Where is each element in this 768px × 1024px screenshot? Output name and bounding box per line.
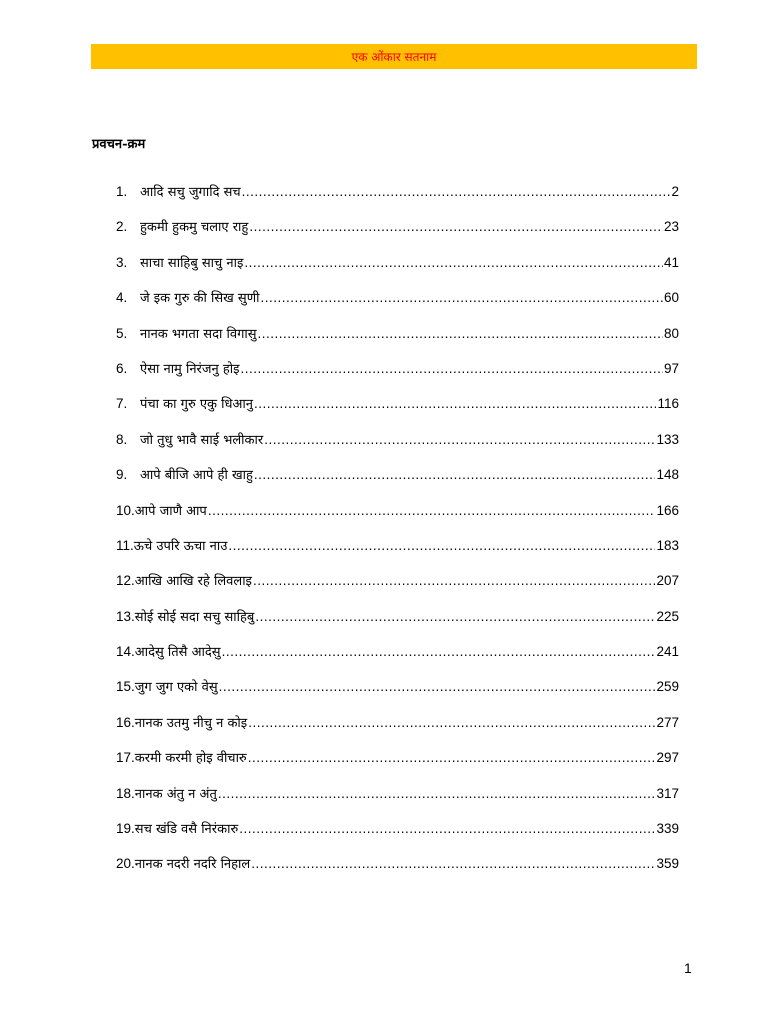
toc-entry[interactable]: [116, 253, 679, 288]
dot-leader: [260, 290, 663, 305]
dot-leader: [251, 856, 655, 871]
toc-entry-number: 10.: [116, 502, 135, 518]
dot-leader: [242, 184, 671, 199]
toc-entry-page: 225: [656, 608, 679, 624]
toc-entry-page: 183: [656, 537, 679, 553]
toc-entry-number: 13.: [116, 608, 135, 624]
toc-entry-number: 16.: [116, 714, 135, 730]
toc-entry-title: नानक उतमु नीचु न कोइ: [134, 715, 248, 731]
dot-leader: [244, 255, 663, 270]
toc-entry[interactable]: [116, 182, 679, 217]
toc-entry-number: 17.: [116, 750, 135, 766]
toc-entry-page: 359: [656, 856, 679, 872]
dot-leader: [218, 786, 656, 801]
dot-leader: [254, 396, 656, 411]
toc-entry-page: 259: [656, 679, 679, 695]
toc-entry[interactable]: [116, 324, 679, 359]
dot-leader: [228, 538, 655, 553]
dot-leader: [249, 219, 663, 234]
dot-leader: [255, 609, 655, 624]
toc-entry-title: ऊचे उपरि ऊचा नाउ: [133, 538, 228, 554]
toc-entry-title: पंचा का गुरु एकु धिआनु: [140, 397, 254, 413]
toc-entry[interactable]: [116, 854, 679, 889]
toc-entry-title: नानक भगता सदा विगासु: [140, 326, 257, 342]
toc-entry-title: आदेसु तिसै आदेसु: [134, 645, 221, 661]
table-of-contents: [116, 182, 679, 890]
toc-entry-number: 15.: [116, 679, 135, 695]
toc-entry-number: 5.: [116, 325, 128, 341]
toc-entry-title: करमी करमी होइ वीचारु: [134, 751, 247, 767]
toc-entry-page: 60: [663, 290, 679, 306]
toc-entry-page: 297: [656, 750, 679, 766]
toc-entry-title: नानक नदरी नदरि निहाल: [134, 857, 251, 873]
toc-entry-page: 97: [663, 360, 679, 376]
toc-entry-number: 18.: [116, 785, 135, 801]
toc-entry-page: 277: [656, 714, 679, 730]
toc-entry-page: 317: [656, 785, 679, 801]
toc-entry-number: 9.: [116, 467, 128, 483]
toc-entry-title: हुकमी हुकमु चलाए राहु: [140, 220, 249, 236]
toc-entry-page: 2: [671, 184, 679, 199]
toc-entry[interactable]: [116, 713, 679, 748]
dot-leader: [222, 644, 656, 659]
toc-entry-number: 11.: [116, 537, 134, 553]
toc-entry[interactable]: [116, 642, 679, 677]
toc-entry-number: 6.: [116, 360, 128, 376]
dot-leader: [239, 821, 655, 836]
toc-entry[interactable]: [116, 784, 679, 819]
toc-entry[interactable]: [116, 394, 679, 429]
toc-entry-number: 3.: [116, 254, 128, 270]
toc-entry-page: 166: [656, 502, 679, 518]
toc-entry-page: 41: [663, 254, 679, 270]
dot-leader: [258, 326, 663, 341]
toc-entry[interactable]: [116, 501, 679, 536]
dot-leader: [264, 432, 655, 447]
toc-entry-page: 23: [663, 219, 679, 235]
toc-entry-title: जे इक गुरु की सिख सुणी: [140, 291, 260, 307]
section-heading: प्रवचन-क्रम: [92, 137, 146, 152]
toc-entry[interactable]: [116, 571, 679, 606]
toc-entry-number: 20.: [116, 856, 135, 872]
toc-entry-title: आपे बीजि आपे ही खाहु: [140, 468, 253, 484]
toc-entry-number: 8.: [116, 431, 128, 447]
toc-entry-page: 241: [656, 644, 679, 660]
dot-leader: [248, 750, 656, 765]
toc-entry[interactable]: [116, 677, 679, 712]
toc-entry-title: आखि आखि रहे लिवलाइ: [134, 574, 252, 590]
toc-entry[interactable]: [116, 819, 679, 854]
dot-leader: [241, 361, 663, 376]
toc-entry-number: 2.: [116, 219, 128, 235]
toc-entry[interactable]: [116, 607, 679, 642]
toc-entry-page: 133: [656, 431, 679, 447]
toc-entry-number: 19.: [116, 821, 135, 837]
toc-entry[interactable]: [116, 359, 679, 394]
toc-entry-number: 14.: [116, 644, 135, 660]
toc-entry-page: 148: [656, 467, 679, 483]
toc-entry[interactable]: [116, 536, 679, 571]
toc-entry-number: 7.: [116, 396, 128, 412]
toc-entry-number: 4.: [116, 290, 128, 306]
toc-entry-page: 339: [656, 821, 679, 837]
toc-entry-page: 80: [663, 325, 679, 341]
dot-leader: [208, 503, 656, 518]
toc-entry[interactable]: [116, 288, 679, 323]
toc-entry-page: 116: [657, 396, 679, 412]
dot-leader: [254, 467, 656, 482]
toc-entry-page: 207: [656, 573, 679, 589]
toc-entry-title: नानक अंतु न अंतु: [134, 786, 217, 802]
toc-entry-title: सच खंडि वसै निरंकारु: [134, 822, 239, 838]
header-title: एक ओंकार सतनाम: [351, 50, 437, 64]
toc-entry-title: सोई सोई सदा सचु साहिबु: [134, 609, 255, 625]
toc-entry-title: जुग जुग एको वेसु: [134, 680, 218, 696]
toc-entry[interactable]: [116, 748, 679, 783]
toc-entry[interactable]: [116, 430, 679, 465]
toc-entry-title: जो तुधु भावै साई भलीकार: [140, 432, 264, 448]
header-bar: [91, 44, 697, 69]
dot-leader: [248, 715, 655, 730]
toc-entry-title: आदि सचु जुगादि सच: [140, 185, 241, 200]
toc-entry-title: ऐसा नामु निरंजनु होइ: [140, 361, 240, 377]
dot-leader: [219, 679, 656, 694]
toc-entry-number: 12.: [116, 573, 135, 589]
toc-entry-title: आपे जाणै आप: [134, 503, 207, 519]
toc-entry-number: 1.: [116, 184, 128, 199]
page-number: 1: [684, 960, 692, 976]
toc-entry[interactable]: [116, 217, 679, 252]
toc-entry-title: साचा साहिबु साचु नाइ: [140, 255, 244, 271]
dot-leader: [253, 573, 656, 588]
toc-entry[interactable]: [116, 465, 679, 500]
